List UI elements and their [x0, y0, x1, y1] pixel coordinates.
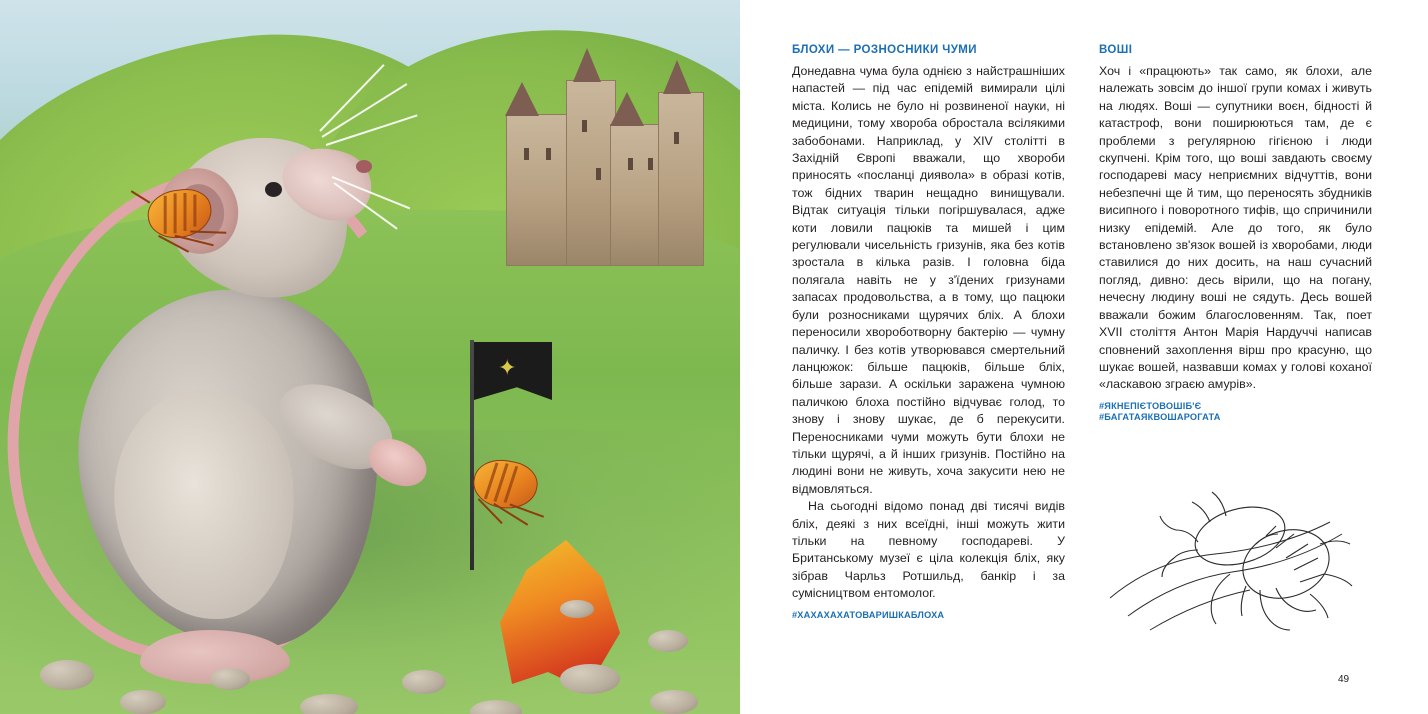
flea-torso [145, 186, 215, 242]
stone [402, 670, 446, 694]
left-text-column [792, 44, 1065, 620]
paragraph-lice-1: Хоч і «працюють» так само, як блохи, але належать зовсім до іншої групи комах і живуть на людях. Воші — супутники воєн, бідності й катастроф, вони поширюються там, де є проблеми з регулярною гігієною і люди скупчені. Крім того, що воші завдають своєму господареві масу неприємних відчуттів, вони небезпечні ще й тим, що переносять збудників висипного і поворотного тифів, що спричинили низку епідемій. Але до того, як було встановлено зв'язок вошей із хворобами, люди ставилися до них досить, на наш сучасний погляд, дивно: десь вірили, що на погану, нечесну людину воші не сядуть. Десь вошей вважали божим благословенням. Так, поет XVII століття Антон Марія Нардуччі написав сповнений захоплення вірш про красуню, що шукає вошей, назвавши комах у голові коханої «ласкавою зграєю амурів». [1099, 64, 1372, 392]
rat-whisker [326, 114, 418, 146]
rat-eye [265, 182, 282, 197]
section-heading-lice: ВОШІ [1099, 44, 1133, 56]
hashtag-lice-2: #БАГАТАЯКВОШАРОГАТА [1099, 411, 1221, 422]
page-number: 49 [1338, 674, 1350, 685]
rat-illustration [20, 90, 540, 690]
text-page [740, 0, 1428, 714]
stone [648, 630, 688, 652]
stone [300, 694, 358, 714]
stone [560, 600, 594, 618]
rat-nose [356, 160, 372, 173]
stone [120, 690, 166, 714]
section-heading-fleas: БЛОХИ — РОЗНОСНИКИ ЧУМИ [792, 44, 977, 56]
hashtag-lice-1: #ЯКНЕПІЄТОВОШІБ'Є [1099, 400, 1202, 411]
flea-on-rat-back [125, 174, 230, 259]
hashtag-flea-1: #ХАХАХАХАТОВАРИШКАБЛОХА [792, 609, 945, 620]
stone [650, 690, 698, 714]
stone [560, 664, 620, 694]
stone [40, 660, 94, 690]
paragraph-fleas-1: Донедавна чума була однією з найстрашніших напастей — під час епідемій вимирали цілі міста. Колись не було ні розвиненої науки, ні медицини, тому хвороба обростала всілякими забобонами. Наприклад, у XIV столітті в Західній Європі вважали, що хвороби приносять «посланці диявола» в образі котів, тож бідних тварин нещадно винищували. Відтак ситуація тільки погіршувалася, адже коти ловили пацюків та мишей і цим регулювали чисельність гризунів, яка без котів зростала в кілька разів. І головна біда полягала навіть не у з'їдених гризунами запасах продовольства, а в тому, що пацюки були розносниками щурячих бліх. А блохи переносили хвороботворну бактерію — чумну паличку. І без котів утворювався смертельний ланцюжок: більше пацюків, більше бліх, більше зарази. А оскільки заражена чумною паличкою блоха постійно відчуває голод, то знову і знову шукає, де б перекусити. Переносниками чуми можуть бути блохи не тільки щурячі, а й інших гризунів. Постійно на людині вони не живуть, хоча закусити нею не відмовляться. [792, 64, 1065, 496]
paragraph-fleas-2: На сьогодні відомо понад дві тисячі видів бліх, деякі з них всеїдні, інші можуть жити тільки на певному господареві. У Британському музеї є ціла колекція бліх, яку зібрав Чарльз Ротшильд, банкір і за сумісництвом ентомолог. [792, 499, 1065, 601]
louse-line-drawing [1080, 478, 1380, 648]
stone [210, 668, 250, 690]
flag-symbol: ✦ [498, 356, 517, 381]
rat-whisker [321, 83, 407, 138]
